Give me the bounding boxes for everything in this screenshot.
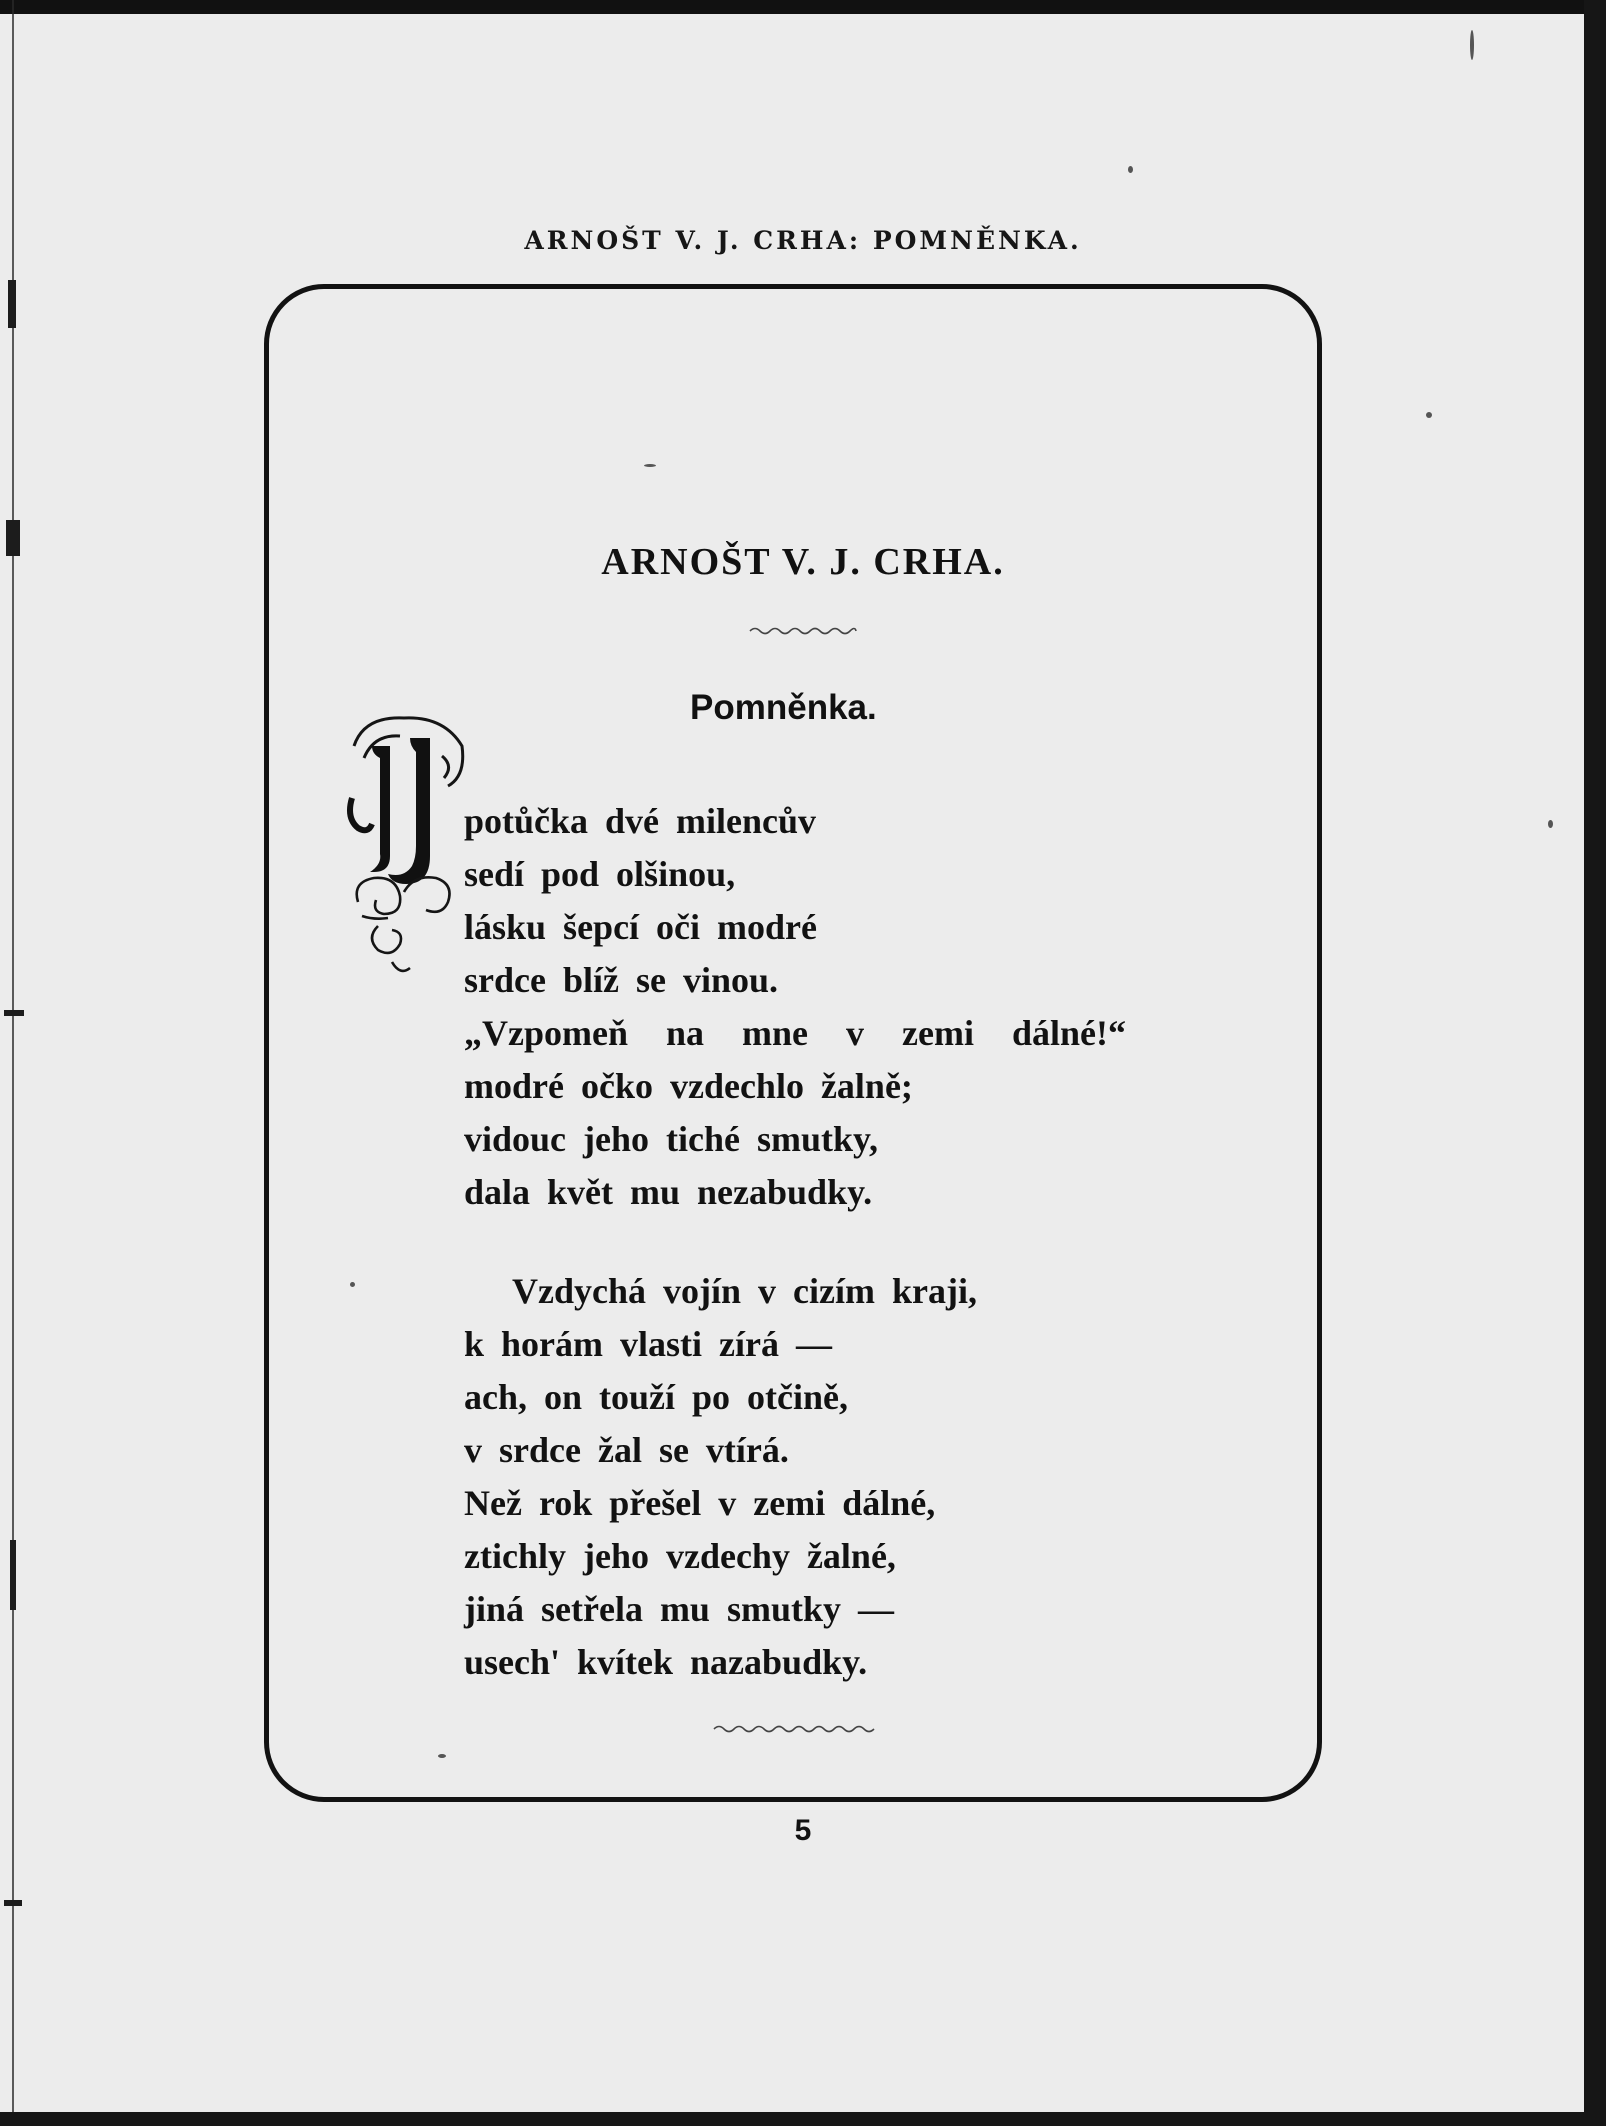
poem-line: ach, on touží po otčině, bbox=[464, 1377, 849, 1417]
poem-word: zemi bbox=[902, 1013, 974, 1053]
poem-line: lásku šepcí oči modré bbox=[464, 907, 817, 947]
binding-mark bbox=[8, 280, 16, 328]
poem-line: dala květ mu nezabudky. bbox=[464, 1172, 873, 1212]
page-number: 5 bbox=[794, 1814, 812, 1847]
initial-stem-right bbox=[388, 738, 430, 884]
poem-line: v srdce žal se vtírá. bbox=[464, 1430, 789, 1470]
binding-mark bbox=[10, 1540, 16, 1610]
paper-speck bbox=[1470, 30, 1474, 60]
poem-word: „Vzpomeň bbox=[464, 1013, 628, 1053]
paper-speck bbox=[1548, 820, 1553, 828]
poem-line: sedí pod olšinou, bbox=[464, 854, 736, 894]
poem-line: potůčka dvé milencův bbox=[464, 801, 817, 841]
poem-line: modré očko vzdechlo žalně; bbox=[464, 1066, 913, 1106]
paper-speck bbox=[1128, 166, 1133, 173]
poem-line: usech' kvítek nazabudky. bbox=[464, 1642, 868, 1682]
poem-line: ztichly jeho vzdechy žalné, bbox=[464, 1536, 896, 1576]
author-name: ARNOŠT V. J. CRHA. bbox=[601, 541, 1005, 583]
wavy-rule-bottom bbox=[712, 1722, 876, 1736]
poem-title: Pomněnka. bbox=[690, 688, 877, 727]
poem-line: vidouc jeho tiché smutky, bbox=[464, 1119, 879, 1159]
poem-word: na bbox=[666, 1013, 705, 1053]
poem-line: k horám vlasti zírá — bbox=[464, 1324, 832, 1364]
poem-word: dálné!“ bbox=[1011, 1013, 1126, 1053]
binding-mark bbox=[4, 1010, 24, 1016]
page-edge-bottom bbox=[0, 2112, 1606, 2126]
binding-mark bbox=[4, 1900, 22, 1906]
poem-line bbox=[464, 1012, 1126, 1054]
poem-line: Než rok přešel v zemi dálné, bbox=[464, 1483, 936, 1523]
poem-line: jiná setřela mu smutky — bbox=[464, 1589, 894, 1629]
poem-word: mne bbox=[742, 1013, 809, 1053]
poem-line: Vzdychá vojín v cizím kraji, bbox=[512, 1271, 977, 1311]
page-edge-right bbox=[1584, 0, 1606, 2126]
poem-line: srdce blíž se vinou. bbox=[464, 960, 779, 1000]
poem-word: v bbox=[846, 1013, 865, 1053]
running-head: ARNOŠT V. J. CRHA: POMNĚNKA. bbox=[524, 226, 1082, 255]
paper-speck bbox=[1426, 412, 1432, 418]
wavy-rule-top bbox=[748, 624, 858, 638]
initial-stem-left bbox=[370, 746, 390, 872]
ornate-initial bbox=[344, 706, 468, 976]
